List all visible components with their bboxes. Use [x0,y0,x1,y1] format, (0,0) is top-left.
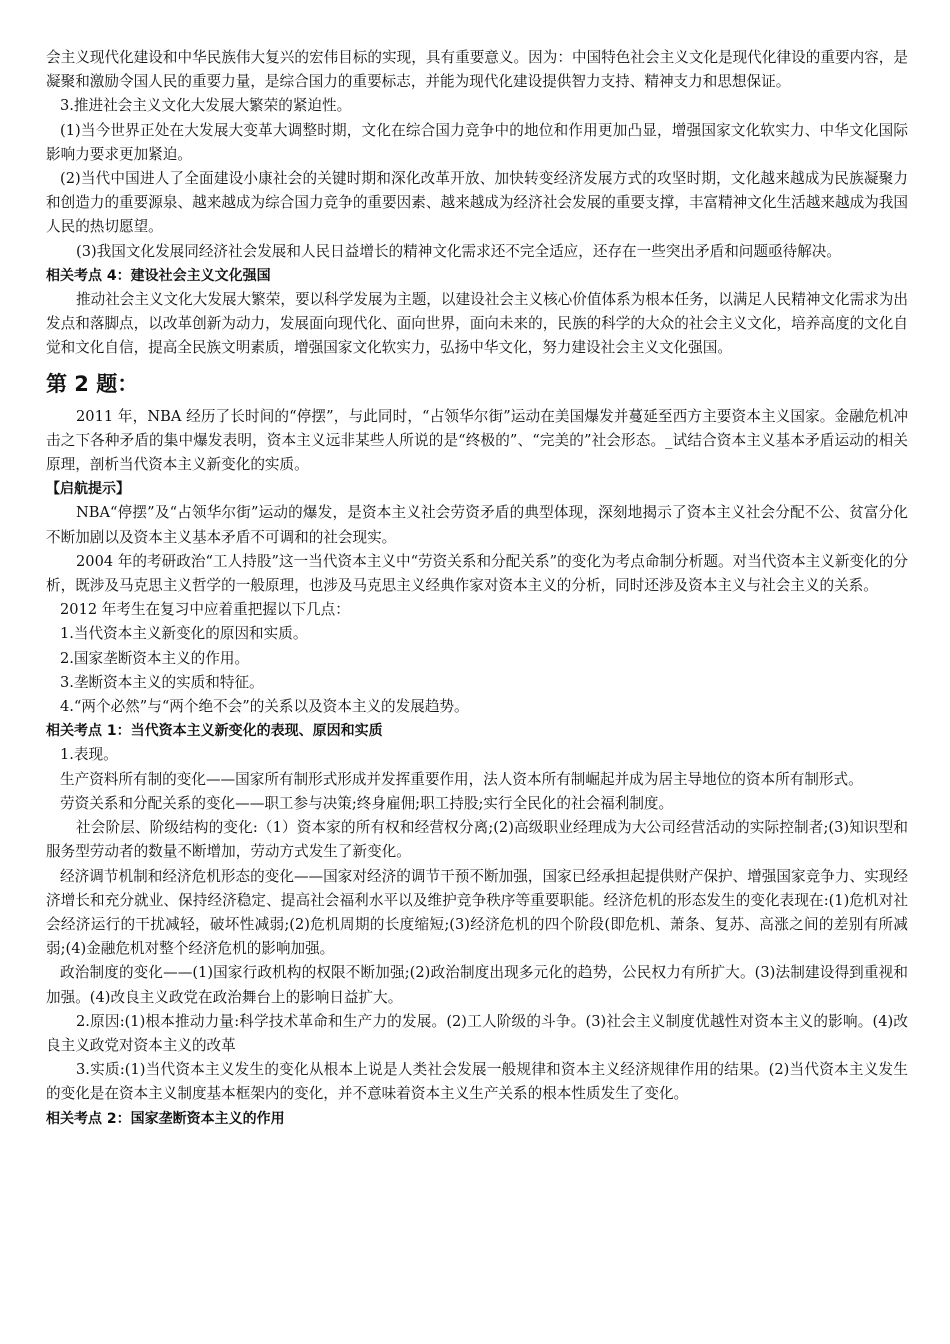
document-page [46,46,908,1131]
list-item: 1.当代资本主义新变化的原因和实质。 [60,625,308,643]
question-title: 第 2 题： [46,371,139,396]
list-item: 3.垄断资本主义的实质和特征。 [60,673,264,691]
paragraph-urgency-point-3: (3)我国文化发展同经济社会发展和人民日益增长的精神文化需求还不完全适应，还存在一些突出矛盾和问题亟待解决。 [76,242,841,260]
section-heading-topic-4: 相关考点 4：建设社会主义文化强国 [46,267,271,284]
paragraph-hint-1: NBA“停摆”及“占领华尔街”运动的爆发，是资本主义社会劳资矛盾的典型体现，深刻地揭示了资本主义社会分配不公、贫富分化不断加剧以及资本主义基本矛盾不可调和的社会现实。 [46,504,908,546]
paragraph-political-change: 政治制度的变化——(1)国家行政机构的权限不断加强;(2)政治制度出现多元化的趋势，公民权力有所扩大。(3)法制建设得到重视和加强。(4)改良主义政党在政治舞台上的影响日益扩大。 [46,964,908,1006]
paragraph-urgency-point-1: (1)当今世界正处在大发展大变革大调整时期，文化在综合国力竞争中的地位和作用更加凸显，增强国家文化软实力、中华文化国际影响力要求更加紧迫。 [46,121,908,163]
list-item: 4.“两个必然”与“两个绝不会”的关系以及资本主义的发展趋势。 [60,698,469,716]
paragraph-manifestation-heading: 1.表现。 [60,746,118,764]
paragraph-cultural-power: 推动社会主义文化大发展大繁荣，要以科学发展为主题，以建设社会主义核心价值体系为根本任务，以满足人民精神文化需求为出发点和落脚点，以改革创新为动力，发展面向现代化、面向世界，面向未来的，民族的科学的大众的社会主义文化，培养高度的文化自觉和文化自信，提高全民族文明素质，增强国家文化软实力，弘扬中华文化，努力建设社会主义文化强国。 [46,291,908,357]
paragraph-urgency-heading: 3.推进社会主义文化大发展大繁荣的紧迫性。 [60,97,352,115]
paragraph-hint-2: 2004 年的考研政治“工人持股”这一当代资本主义中“劳资关系和分配关系”的变化为考点命制分析题。对当代资本主义新变化的分析，既涉及马克思主义哲学的一般原理，也涉及马克思主义经典作家对资本主义的分析，同时还涉及资本主义与社会主义的关系。 [46,552,908,595]
paragraph-economic-regulation-change: 经济调节机制和经济危机形态的变化——国家对经济的调节干预不断加强，国家已经承担起提供财产保护、增强国家竞争力、实现经济增长和充分就业、保持经济稳定、提高社会福利水平以及维护竞争秩序等重要职能。经济危机的形态发生的变化表现在:(1)危机对社会经济运行的干扰减轻，破坏性减弱;(2)危机周期的长度缩短;(3)经济危机的四个阶段(即危机、萧条、复苏、高涨之间的差别有所减弱;(4)金融危机对整个经济危机的影响加强。 [46,867,908,958]
paragraph-labor-relations-change: 劳资关系和分配关系的变化——职工参与决策;终身雇佣;职工持股;实行全民化的社会福利制度。 [60,794,674,812]
paragraph-causes: 2.原因:(1)根本推动力量:科学技术革命和生产力的发展。(2)工人阶级的斗争。(3)社会主义制度优越性对资本主义的影响。(4)改良主义政党对资本主义的改革 [46,1012,908,1054]
paragraph-intro-continuation: 会主义现代化建设和中华民族伟大复兴的宏伟目标的实现，具有重要意义。因为：中国特色社会主义文化是现代化律设的重要内容，是凝聚和激励令国人民的重要力量，是综合国力的重要标志，并能为现代化建设提供智力支持、精神支力和思想保证。 [46,49,908,91]
paragraph-essence: 3.实质:(1)当代资本主义发生的变化从根本上说是人类社会发展一般规律和资本主义经济规律作用的结果。(2)当代资本主义发生的变化是在资本主义制度基本框架内的变化，并不意味着资本主义生产关系的根本性质发生了变化。 [46,1061,908,1103]
section-heading-topic-1: 相关考点 1：当代资本主义新变化的表现、原因和实质 [46,723,383,740]
paragraph-urgency-point-2: (2)当代中国进人了全面建设小康社会的关键时期和深化改革开放、加快转变经济发展方式的攻坚时期，文化越来越成为民族凝聚力和创造力的重要源泉、越来越成为综合国力竞争的重要因素、越来越成为经济社会发展的重要支撑，丰富精神文化生活越来越成为我国人民的热切愿望。 [46,170,908,236]
paragraph-review-intro: 2012 年考生在复习中应着重把握以下几点： [60,601,350,619]
section-heading-topic-2: 相关考点 2：国家垄断资本主义的作用 [46,1110,285,1127]
list-item: 2.国家垄断资本主义的作用。 [60,649,250,667]
paragraph-class-structure-change: 社会阶层、阶级结构的变化:（1）资本家的所有权和经营权分离;(2)高级职业经理成为大公司经营活动的实际控制者;(3)知识型和服务型劳动者的数量不断增加，劳动方式发生了新变化。 [46,819,908,861]
paragraph-ownership-change: 生产资料所有制的变化——国家所有制形式形成并发挥重要作用，法人资本所有制崛起并成为居主导地位的资本所有制形式。 [60,770,863,788]
paragraph-question-body: 2011 年，NBA 经历了长时间的“停摆”，与此同时，“占领华尔街”运动在美国爆发并蔓延至西方主要资本主义国家。金融危机冲击之下各种矛盾的集中爆发表明，资本主义远非某些人所说的是“终极的”、“完美的”社会形态。_试结合资本主义基本矛盾运动的相关原理，剖析当代资本主义新变化的实质。 [46,407,908,474]
section-heading-hint: 【启航提示】 [46,481,130,498]
